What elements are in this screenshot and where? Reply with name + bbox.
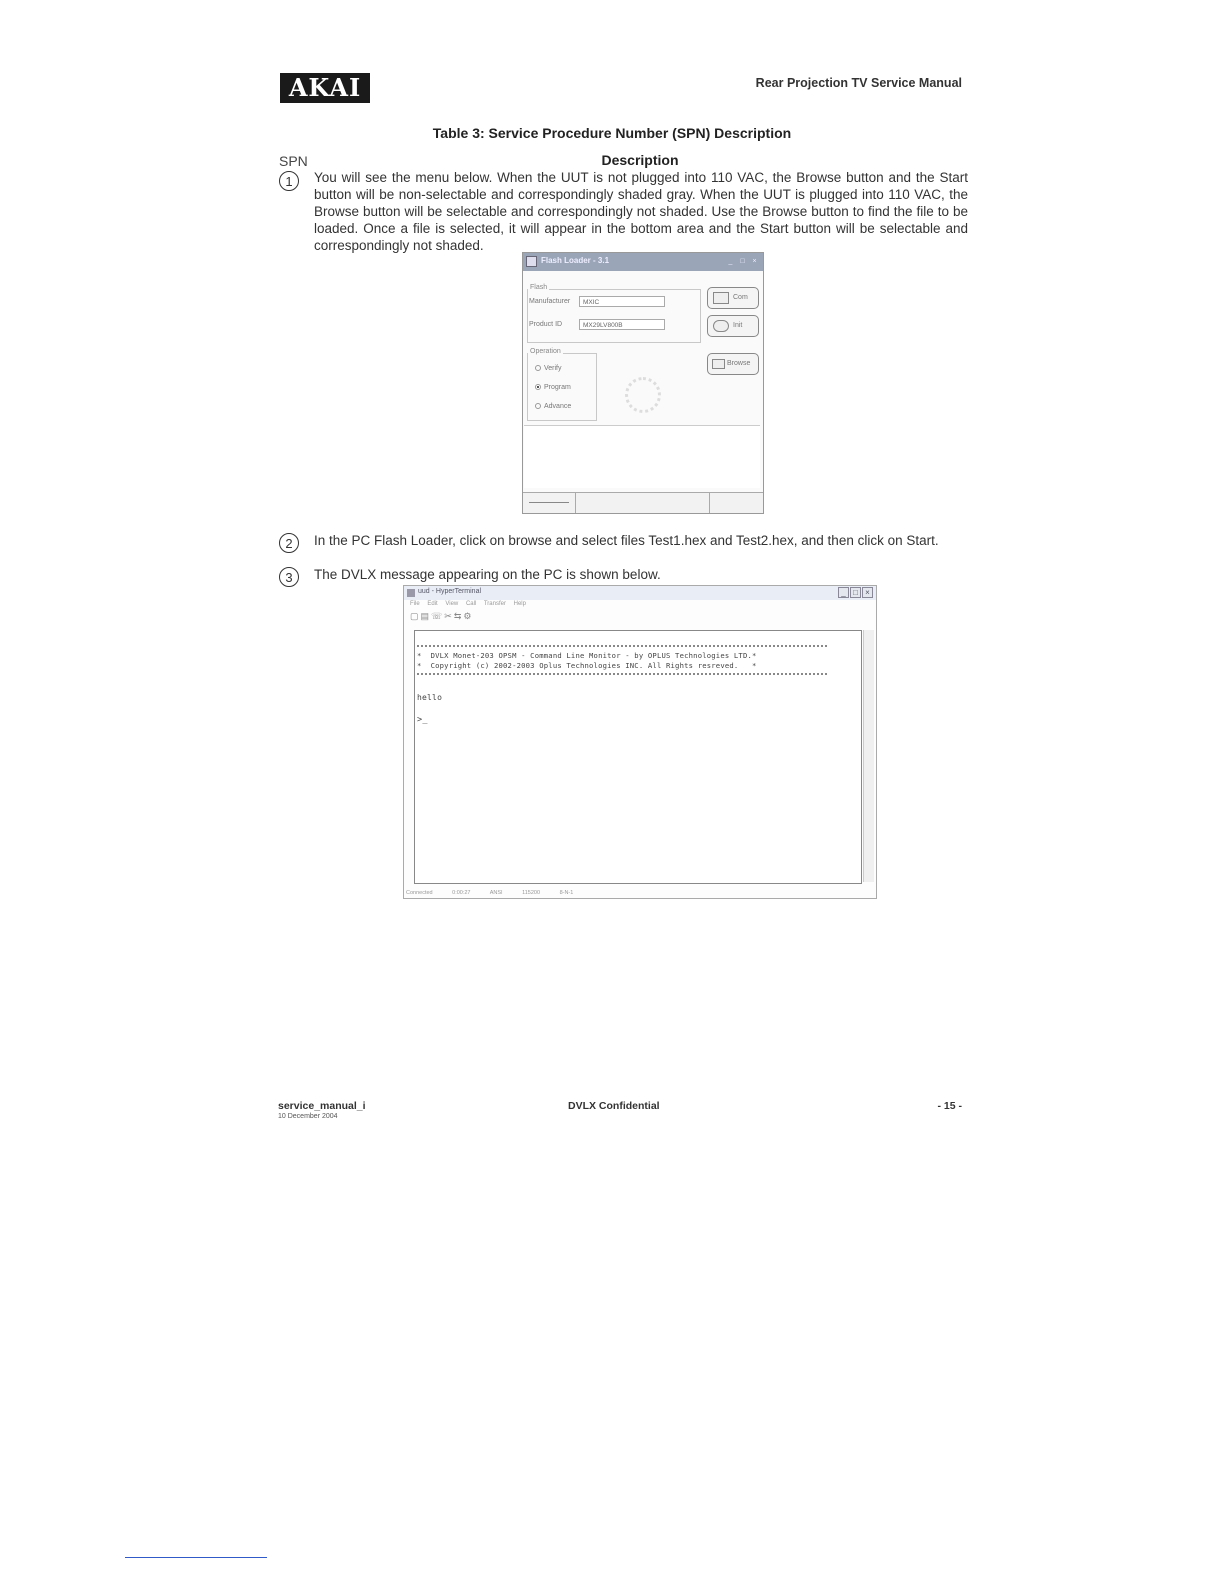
app-icon (526, 256, 537, 267)
radio-advance-label: Advance (544, 403, 572, 410)
footer-confidential: DVLX Confidential (568, 1100, 660, 1112)
disconnect-icon[interactable]: ✂ (444, 611, 454, 621)
phone-icon (407, 589, 415, 597)
hyperterminal-titlebar (404, 586, 876, 600)
radio-program-label: Program (544, 384, 571, 391)
manufacturer-label: Manufacturer (529, 298, 571, 305)
status-connected: Connected 0:00:27 (406, 890, 471, 896)
hyperterminal-statusbar (406, 890, 573, 896)
radio-advance[interactable] (535, 403, 571, 410)
com-button-label: Com (733, 294, 748, 301)
terminal-screen[interactable] (414, 630, 862, 884)
column-header-spn: SPN (279, 153, 308, 169)
manufacturer-field[interactable]: MXIC (579, 296, 665, 307)
hyperterminal-window (403, 585, 877, 899)
new-icon[interactable]: ▢ (410, 611, 421, 621)
menu-call[interactable]: Call (465, 601, 477, 607)
radio-verify-label: Verify (544, 365, 562, 372)
menu-view[interactable]: View (445, 601, 459, 607)
file-list-area[interactable] (524, 425, 760, 488)
connect-icon[interactable]: ☏ (431, 611, 445, 621)
footer-date: 10 December 2004 (278, 1113, 338, 1120)
browse-button[interactable] (707, 353, 759, 375)
close-icon[interactable]: × (752, 258, 757, 265)
radio-program[interactable] (535, 384, 571, 391)
terminal-output: hello (417, 693, 443, 702)
flash-loader-titlebar (523, 253, 763, 271)
send-icon[interactable]: ⇆ (453, 611, 464, 621)
init-button[interactable] (707, 315, 759, 337)
menu-edit[interactable]: Edit (427, 601, 438, 607)
menu-bar (410, 601, 526, 607)
close-icon[interactable]: × (862, 587, 873, 598)
column-header-description: Description (601, 152, 679, 168)
terminal-banner-line-2: * Copyright (c) 2002-2003 Oplus Technologies INC. All Rights resreved. * (417, 661, 757, 670)
flash-loader-title: Flash Loader - 3.1 (541, 256, 610, 265)
toolbar (410, 611, 473, 622)
progress-connector-icon (529, 502, 569, 503)
open-icon[interactable]: ▤ (420, 611, 432, 621)
footnote-rule (125, 1557, 267, 1558)
maximize-icon[interactable]: □ (850, 587, 861, 598)
step-number-2: 2 (279, 533, 299, 553)
menu-transfer[interactable]: Transfer (483, 601, 506, 607)
minimize-icon[interactable]: _ (838, 587, 849, 598)
step-text-1: You will see the menu below. When the UUT is not plugged into 110 VAC, the Browse button and the Start button will be non-selectable and correspondingly shaded gray. When the UUT is plugged into 110 VAC, the Browse button will be selectable and correspondingly not shaded. Use the Browse button to find the file to be loaded. Once a file is selected, it will appear in the bottom area and the Start button will be selectable and correspondingly not shaded. (314, 170, 968, 253)
init-button-label: Init (733, 322, 743, 329)
product-id-label: Product ID (529, 321, 563, 328)
minimize-icon[interactable]: _ (728, 258, 733, 265)
footer-page-number: - 15 - (937, 1100, 962, 1112)
radio-selected-icon (535, 384, 541, 390)
menu-help[interactable]: Help (513, 601, 526, 607)
operation-group-label: Operation (530, 348, 561, 355)
hyperterminal-title: uud - HyperTerminal (418, 588, 482, 595)
banner-border (417, 645, 827, 647)
folder-icon (712, 359, 725, 369)
table-title: Table 3: Service Procedure Number (SPN) Description (432, 125, 792, 141)
com-port-icon (713, 292, 729, 304)
terminal-prompt: >_ (417, 715, 428, 725)
maximize-icon[interactable]: □ (740, 258, 745, 265)
banner-border (417, 673, 827, 675)
status-divider (709, 493, 710, 513)
terminal-scrollbar[interactable] (863, 630, 874, 882)
status-port-settings: 115200 8-N-1 (522, 890, 574, 896)
browse-button-label: Browse (727, 360, 751, 367)
akai-logo: AKAI (280, 73, 370, 103)
properties-icon[interactable]: ⚙ (463, 611, 474, 621)
step-text-3: The DVLX message appearing on the PC is shown below. (314, 567, 661, 582)
status-emulation: ANSI (489, 890, 503, 896)
chip-watermark-icon (625, 377, 661, 413)
status-divider (575, 493, 576, 513)
flash-group-label: Flash (530, 284, 548, 291)
radio-verify[interactable] (535, 365, 562, 372)
flash-loader-window (522, 252, 764, 514)
menu-file[interactable]: File (410, 601, 420, 607)
footer-doc-name: service_manual_i (278, 1100, 366, 1112)
init-hand-icon (713, 320, 729, 332)
flash-loader-statusbar (523, 492, 763, 513)
step-text-2: In the PC Flash Loader, click on browse and select files Test1.hex and Test2.hex, and then click on Start. (314, 533, 939, 548)
product-id-field[interactable]: MX29LV800B (579, 319, 665, 330)
radio-circle-icon (535, 365, 541, 371)
com-button[interactable] (707, 287, 759, 309)
terminal-banner-line-1: * DVLX Monet-203 OPSM - Command Line Monitor - by OPLUS Technologies LTD.* (417, 651, 757, 660)
manual-title: Rear Projection TV Service Manual (755, 76, 962, 90)
step-number-3: 3 (279, 567, 299, 587)
step-number-1: 1 (279, 171, 299, 191)
radio-circle-icon (535, 403, 541, 409)
